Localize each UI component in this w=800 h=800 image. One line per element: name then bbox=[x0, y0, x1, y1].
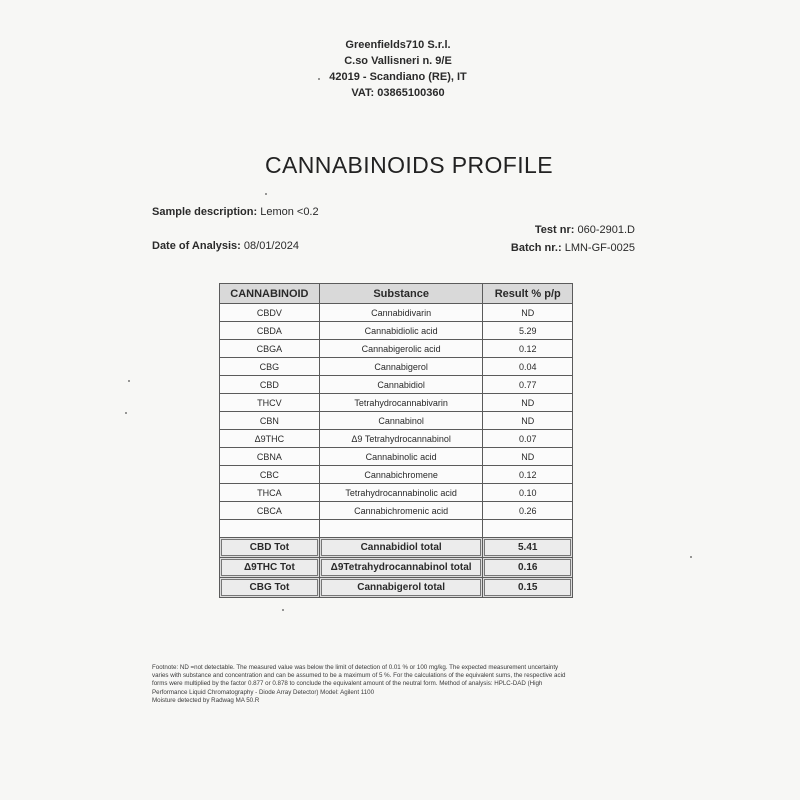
footnote-line: Moisture detected by Radwag MA 50.R bbox=[152, 696, 260, 704]
total-substance bbox=[319, 558, 483, 578]
row-code: Δ9THC bbox=[220, 430, 320, 448]
row-substance: Tetrahydrocannabivarin bbox=[319, 394, 483, 412]
total-substance-text: Cannabigerol total bbox=[321, 579, 482, 596]
total-substance-text: Δ9Tetrahydrocannabinol total bbox=[321, 559, 482, 576]
row-substance: Cannabichromene bbox=[319, 466, 483, 484]
row-code: CBNA bbox=[220, 448, 320, 466]
total-result-text: 5.41 bbox=[484, 539, 571, 556]
batch-number-label: Batch nr.: bbox=[510, 242, 562, 254]
table-row bbox=[220, 466, 573, 484]
test-number bbox=[535, 224, 635, 236]
batch-number bbox=[511, 242, 635, 254]
row-code: CBC bbox=[220, 466, 320, 484]
footnote-line: Footnote: ND =not detectable. The measured value was below the limit of detection of 0.01 % or 100 mg/kg. The expected measurement uncertainty bbox=[152, 664, 559, 671]
total-result bbox=[483, 538, 573, 558]
total-substance bbox=[319, 538, 483, 558]
total-code bbox=[220, 558, 320, 578]
table-row bbox=[220, 430, 573, 448]
row-substance: Tetrahydrocannabinolic acid bbox=[319, 484, 483, 502]
row-code: THCV bbox=[220, 394, 320, 412]
table-row bbox=[220, 340, 573, 358]
company-header bbox=[280, 37, 516, 101]
footnote-line: varies with substance and concentration and can be assumed to be a maximum of 5 %. For the calculations of the equivalent sums, the respective acid bbox=[152, 672, 566, 680]
company-street: C.so Vallisneri n. 9/E bbox=[344, 55, 452, 67]
total-row bbox=[220, 538, 573, 558]
row-result: 0.77 bbox=[483, 376, 573, 394]
total-code bbox=[220, 538, 320, 558]
blank-row bbox=[220, 520, 573, 538]
header-result: Result % p/p bbox=[483, 284, 573, 304]
footnote-line: Performance Liquid Chromatography - Diode Array Detector) Model: Agilent 1100 bbox=[152, 688, 375, 696]
scan-speck bbox=[690, 556, 692, 558]
table-row bbox=[220, 448, 573, 466]
cannabinoids-table bbox=[219, 283, 573, 598]
row-result: 0.10 bbox=[483, 484, 573, 502]
row-substance: Cannabidiol bbox=[319, 376, 483, 394]
row-result: ND bbox=[483, 412, 573, 430]
scan-speck bbox=[318, 78, 320, 80]
page-title: CANNABINOIDS PROFILE bbox=[265, 152, 553, 178]
row-result: 0.12 bbox=[483, 340, 573, 358]
table-row bbox=[220, 358, 573, 376]
total-row bbox=[220, 558, 573, 578]
total-code bbox=[220, 578, 320, 598]
row-substance: Cannabichromenic acid bbox=[319, 502, 483, 520]
sample-description-value: Lemon <0.2 bbox=[260, 206, 319, 218]
row-code: THCA bbox=[220, 484, 320, 502]
company-vat: VAT: 03865100360 bbox=[351, 87, 445, 99]
row-result: 0.12 bbox=[483, 466, 573, 484]
header-cannabinoid: CANNABINOID bbox=[220, 284, 320, 304]
scan-speck bbox=[128, 380, 130, 382]
total-result bbox=[483, 578, 573, 598]
row-result: 0.04 bbox=[483, 358, 573, 376]
table-row bbox=[220, 376, 573, 394]
row-substance: Cannabinol bbox=[319, 412, 483, 430]
table-row bbox=[220, 322, 573, 340]
total-code-text: CBG Tot bbox=[221, 579, 318, 596]
row-substance: Cannabidiolic acid bbox=[319, 322, 483, 340]
total-result bbox=[483, 558, 573, 578]
row-code: CBG bbox=[220, 358, 320, 376]
total-row bbox=[220, 578, 573, 598]
footnote bbox=[152, 664, 652, 705]
header-substance: Substance bbox=[319, 284, 483, 304]
table-header-row bbox=[220, 284, 573, 304]
table-row bbox=[220, 502, 573, 520]
batch-number-value: LMN-GF-0025 bbox=[564, 242, 635, 254]
table-row bbox=[220, 484, 573, 502]
total-substance-text: Cannabidiol total bbox=[321, 539, 482, 556]
table-row bbox=[220, 304, 573, 322]
sample-description bbox=[152, 206, 319, 218]
row-result: 0.07 bbox=[483, 430, 573, 448]
row-result: ND bbox=[483, 304, 573, 322]
scan-speck bbox=[265, 193, 267, 195]
test-number-label: Test nr: bbox=[534, 224, 575, 236]
row-code: CBD bbox=[220, 376, 320, 394]
row-substance: Cannabinolic acid bbox=[319, 448, 483, 466]
row-code: CBGA bbox=[220, 340, 320, 358]
row-code: CBDA bbox=[220, 322, 320, 340]
row-result: ND bbox=[483, 394, 573, 412]
row-substance: Cannabidivarin bbox=[319, 304, 483, 322]
row-result: 0.26 bbox=[483, 502, 573, 520]
scan-speck bbox=[282, 609, 284, 611]
company-city: 42019 - Scandiano (RE), IT bbox=[329, 71, 467, 83]
sample-description-label: Sample description: bbox=[152, 206, 258, 218]
total-code-text: Δ9THC Tot bbox=[221, 559, 318, 576]
row-substance: Cannabigerolic acid bbox=[319, 340, 483, 358]
analysis-date bbox=[152, 240, 299, 252]
row-result: 5.29 bbox=[483, 322, 573, 340]
scan-speck bbox=[125, 412, 127, 414]
analysis-date-label: Date of Analysis: bbox=[152, 240, 241, 252]
total-code-text: CBD Tot bbox=[221, 539, 318, 556]
row-substance: Δ9 Tetrahydrocannabinol bbox=[319, 430, 483, 448]
total-substance bbox=[319, 578, 483, 598]
row-result: ND bbox=[483, 448, 573, 466]
row-code: CBDV bbox=[220, 304, 320, 322]
row-code: CBN bbox=[220, 412, 320, 430]
table-row bbox=[220, 394, 573, 412]
total-result-text: 0.15 bbox=[484, 579, 571, 596]
row-code: CBCA bbox=[220, 502, 320, 520]
total-result-text: 0.16 bbox=[484, 559, 571, 576]
table-row bbox=[220, 412, 573, 430]
analysis-date-value: 08/01/2024 bbox=[243, 240, 299, 252]
row-substance: Cannabigerol bbox=[319, 358, 483, 376]
footnote-line: forms were multiplied by the factor 0.877 or 0.878 to conclude the equivalent amount of the neutral form. Method of analysis: HPLC-DAD (High bbox=[152, 680, 543, 688]
test-number-value: 060-2901.D bbox=[577, 224, 635, 236]
company-name: Greenfields710 S.r.l. bbox=[345, 39, 451, 51]
